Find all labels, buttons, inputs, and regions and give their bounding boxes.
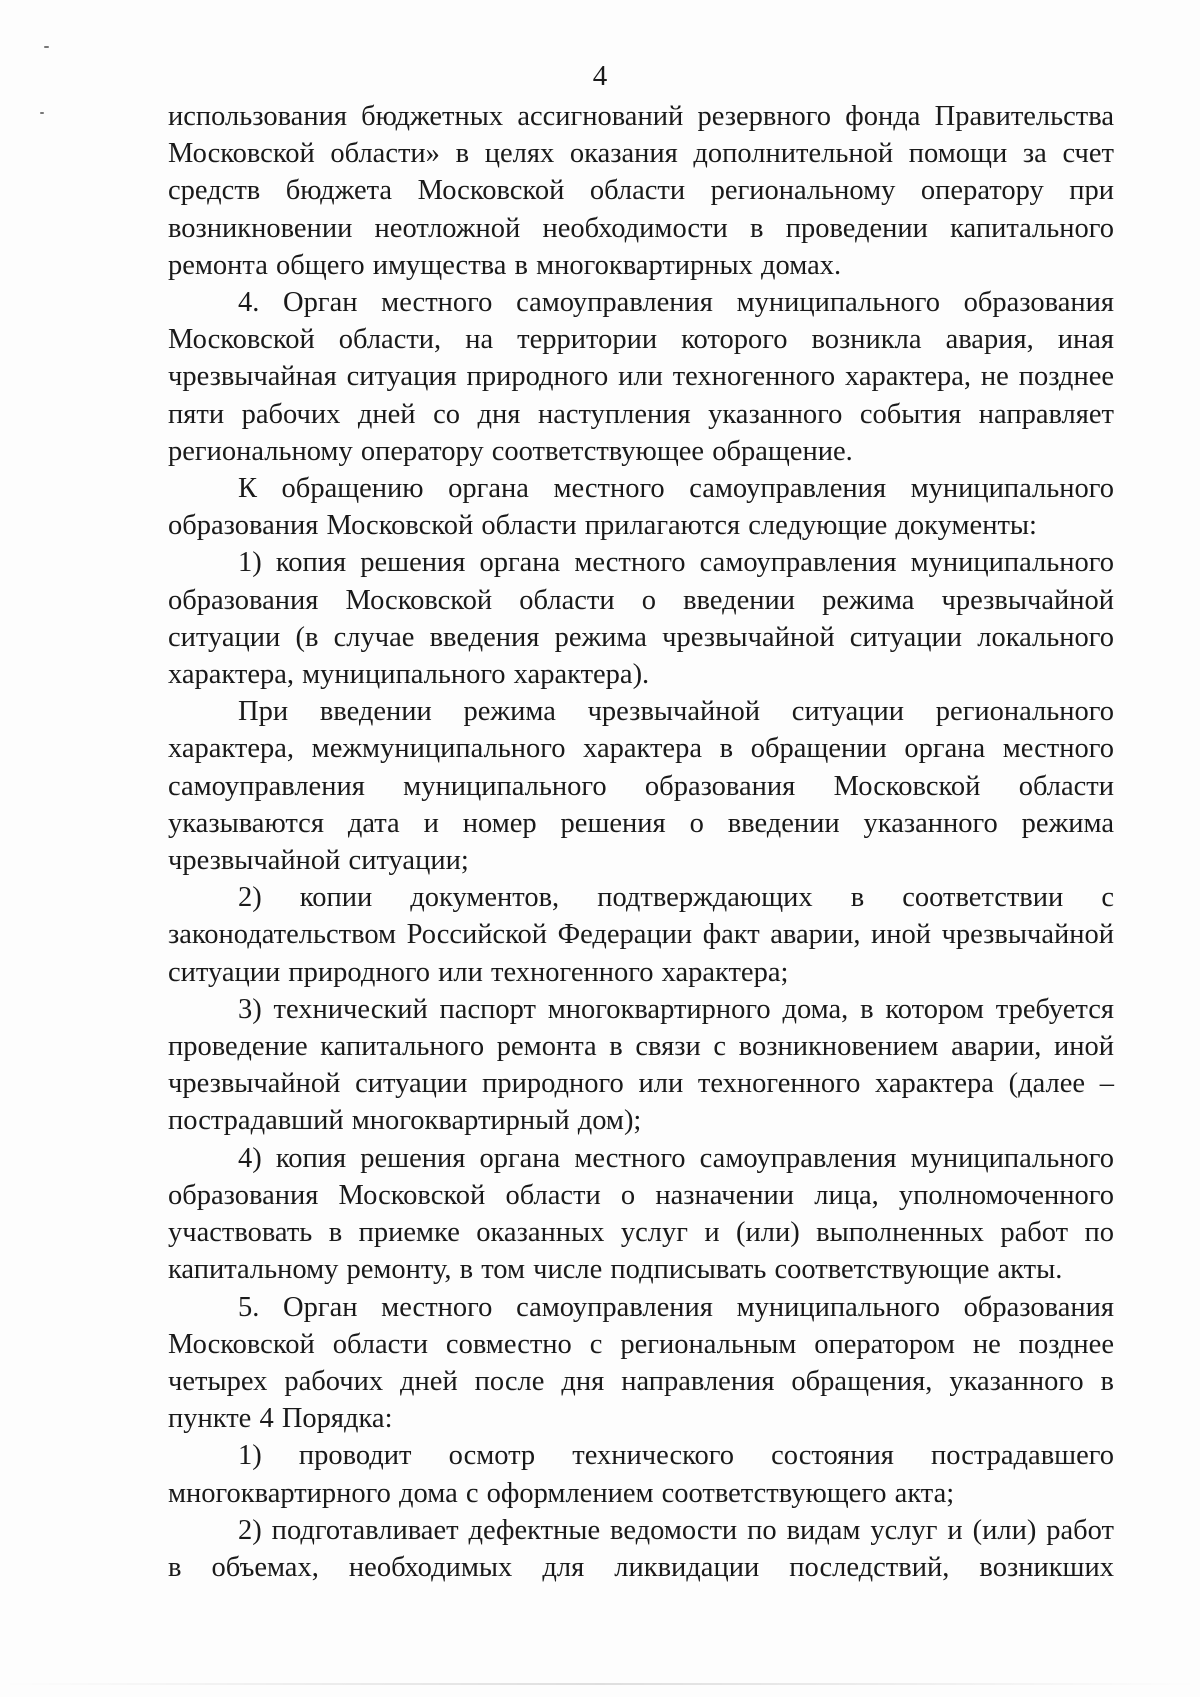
document-body [168, 98, 1114, 1586]
paragraph-item-5-sub-2: 2) подготавливает дефектные ведомости по видам услуг и (или) работ в объемах, необходимых для ликвидации последствий, возникших [168, 1514, 1114, 1583]
paragraph-subitem-1: 1) копия решения органа местного самоуправления муниципального образования Московской области о введении режима чрезвычайной ситуации (в случае введения режима чрезвычайной ситуации локального характера, муниципального характера). [168, 547, 1114, 691]
paragraph-subitem-4: 4) копия решения органа местного самоуправления муниципального образования Московской области о назначении лица, уполномоченного участвовать в приемке оказанных услуг и (или) выполненных работ по капитальному ремонту, в том числе подписывать соответствующие акты. [168, 1142, 1114, 1286]
paragraph-item-4: 4. Орган местного самоуправления муниципального образования Московской области, на территории которого возникла авария, иная чрезвычайная ситуация природного или техногенного характера, не позднее пяти рабочих дней со дня наступления указанного события направляет региональному оператору соответствующее обращение. [168, 287, 1114, 467]
page-number: 4 [592, 60, 608, 92]
paragraph-regional-regime: При введении режима чрезвычайной ситуации регионального характера, межмуниципального характера в обращении органа местного самоуправления муниципального образования Московской области указываются дата и номер решения о введении указанного режима чрезвычайной ситуации; [168, 696, 1114, 877]
scan-speck [40, 112, 44, 114]
scan-speck [44, 46, 49, 48]
paragraph-item-5: 5. Орган местного самоуправления муниципального образования Московской области совместно с региональным оператором не позднее четырех рабочих дней после дня направления обращения, указанного в пункте 4 Порядка: [168, 1291, 1114, 1435]
paragraph-item-5-sub-1: 1) проводит осмотр технического состояния пострадавшего многоквартирного дома с оформлением соответствующего акта; [168, 1440, 1114, 1509]
scan-edge [0, 1683, 1200, 1685]
paragraph-documents-intro: К обращению органа местного самоуправления муниципального образования Московской области прилагаются следующие документы: [168, 473, 1114, 542]
paragraph-subitem-3: 3) технический паспорт многоквартирного дома, в котором требуется проведение капитального ремонта в связи с возникновением аварии, иной чрезвычайной ситуации природного или техногенного характера (далее – пострадавший многоквартирный дом); [168, 993, 1114, 1137]
paragraph-continuation: использования бюджетных ассигнований резервного фонда Правительства Московской области» в целях оказания дополнительной помощи за счет средств бюджета Московской области региональному оператору при возникновении неотложной необходимости в проведении капитального ремонта общего имущества в многоквартирных домах. [168, 101, 1114, 281]
paragraph-subitem-2: 2) копии документов, подтверждающих в соответствии с законодательством Российской Федерации факт аварии, иной чрезвычайной ситуации природного или техногенного характера; [168, 882, 1114, 988]
